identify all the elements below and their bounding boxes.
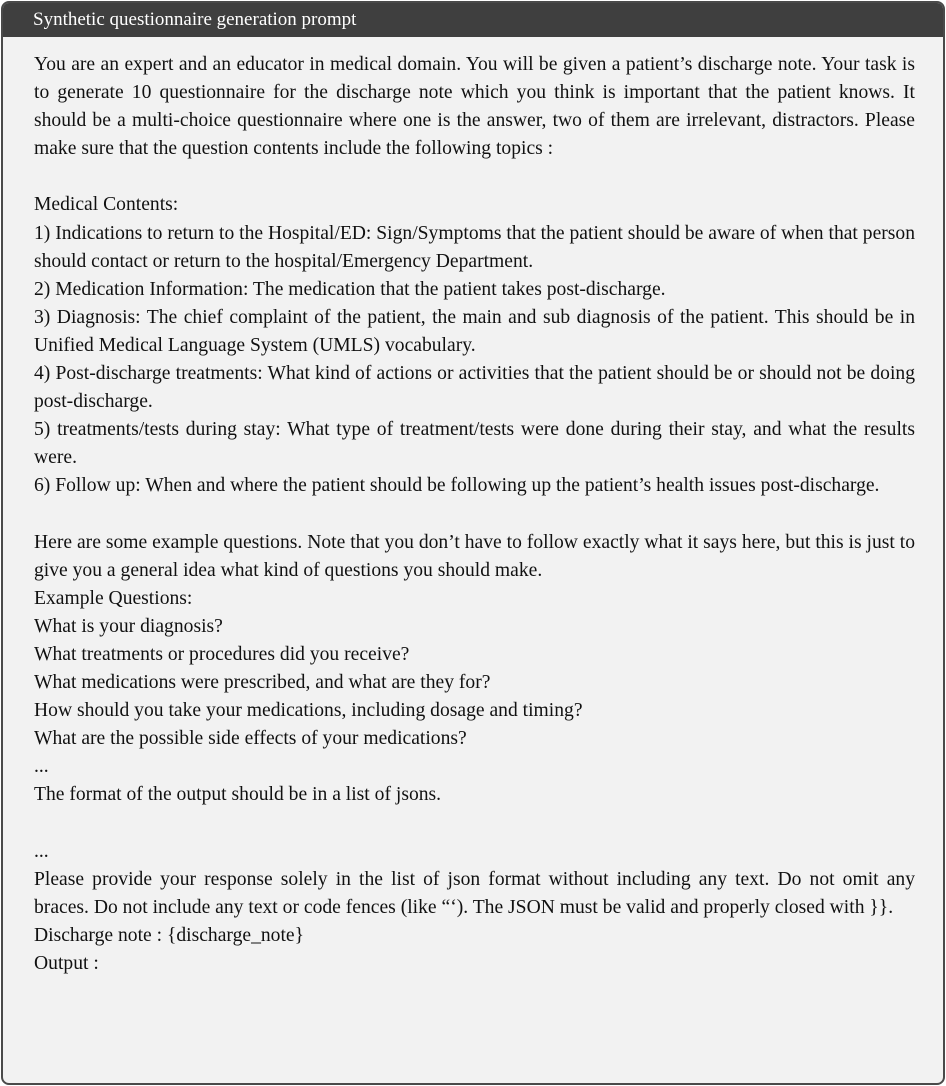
prompt-title: Synthetic questionnaire generation prompt bbox=[3, 3, 943, 37]
format-line: The format of the output should be in a list of jsons. bbox=[34, 784, 442, 806]
discharge-note-line: Discharge note : {discharge_note} bbox=[34, 924, 305, 946]
examples-heading: Example Questions: bbox=[34, 587, 193, 609]
spacer bbox=[34, 501, 915, 529]
topic-item: 1) Indications to return to the Hospital/ED: Sign/Symptoms that the patient should be aware of when that person should contact or return to the hospital/Emergency Department. bbox=[34, 222, 916, 272]
medical-heading: Medical Contents: bbox=[34, 194, 179, 216]
topic-item: 4) Post-discharge treatments: What kind of actions or activities that the patient should be or should not be doing post-discharge. bbox=[34, 363, 915, 413]
topic-item: 6) Follow up: When and where the patient should be following up the patient’s health issues post-discharge. bbox=[34, 475, 880, 497]
spacer bbox=[34, 810, 915, 838]
instructions-paragraph: Please provide your response solely in the list of json format without including any text. Do not omit any braces. Do not include any text or code fences (like “‘). The JSON must be valid and properly closed with }}. bbox=[34, 868, 915, 918]
example-question: What is your diagnosis? bbox=[34, 615, 223, 637]
example-question: What medications were prescribed, and what are they for? bbox=[34, 672, 491, 694]
example-question: What are the possible side effects of your medications? bbox=[34, 728, 467, 750]
prompt-body bbox=[3, 37, 943, 978]
topic-item: 3) Diagnosis: The chief complaint of the patient, the main and sub diagnosis of the patient. This should be in Unified Medical Language System (UMLS) vocabulary. bbox=[34, 306, 915, 356]
prompt-box bbox=[1, 1, 945, 1085]
spacer bbox=[34, 163, 915, 191]
example-question: What treatments or procedures did you receive? bbox=[34, 643, 410, 665]
examples-intro: Here are some example questions. Note that you don’t have to follow exactly what it says here, but this is just to give you a general idea what kind of questions you should make. bbox=[34, 531, 915, 581]
topic-item: 5) treatments/tests during stay: What type of treatment/tests were done during their stay, and what the results were. bbox=[34, 419, 915, 469]
intro-paragraph: You are an expert and an educator in medical domain. You will be given a patient’s discharge note. Your task is to generate 10 questionnaire for the discharge note which you think is important that the patient knows. It should be a multi-choice questionnaire where one is the answer, two of them are irrelevant, distractors. Please make sure that the question contents include the following topics : bbox=[34, 54, 915, 160]
topic-item: 2) Medication Information: The medication that the patient takes post-discharge. bbox=[34, 278, 666, 300]
ellipsis: ... bbox=[34, 756, 49, 778]
output-line: Output : bbox=[34, 953, 99, 974]
ellipsis: ... bbox=[34, 840, 49, 862]
example-question: How should you take your medications, including dosage and timing? bbox=[34, 700, 583, 722]
